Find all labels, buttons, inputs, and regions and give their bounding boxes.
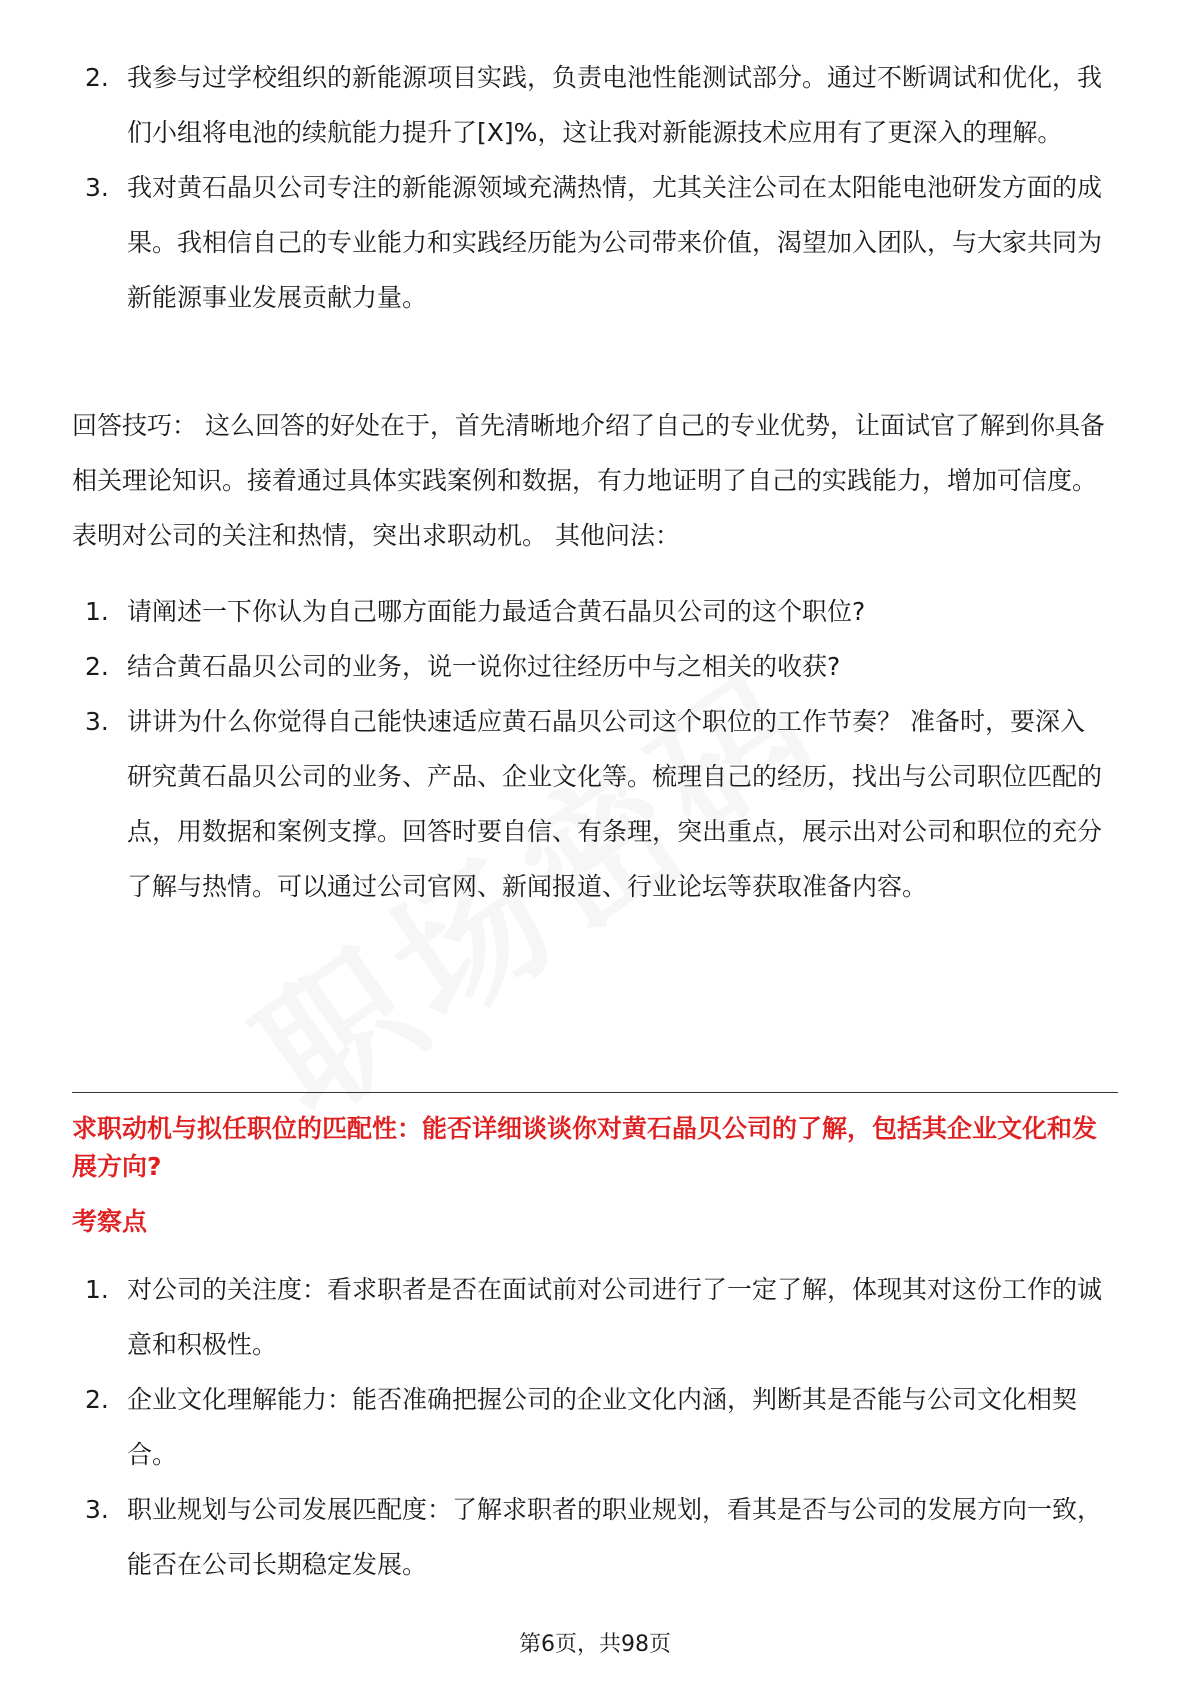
list-number: 3.: [85, 173, 109, 202]
list-text: 企业文化理解能力：能否准确把握公司的企业文化内涵，判断其是否能与公司文化相契合。: [127, 1385, 1078, 1469]
answer-tips-paragraph: 回答技巧： 这么回答的好处在于，首先清晰地介绍了自己的专业优势，让面试官了解到你具备相关理论知识。接着通过具体实践案例和数据，有力地证明了自己的实践能力，增加可信度。表明对公司的关注和热情，突出求职动机。 其他问法：: [72, 411, 1105, 550]
assessment-points-list: [0, 1262, 1190, 1592]
list-item: [0, 1372, 1190, 1482]
list-item: [0, 584, 1190, 639]
assessment-heading: 考察点: [72, 1207, 148, 1236]
list-number: 3.: [85, 707, 109, 736]
list-item: [0, 1262, 1190, 1372]
list-text: 对公司的关注度：看求职者是否在面试前对公司进行了一定了解，体现其对这份工作的诚意和积极性。: [127, 1275, 1103, 1359]
list-number: 1.: [85, 597, 109, 626]
list-item: [0, 1482, 1190, 1592]
other-questions-list: [0, 584, 1190, 914]
list-text: 我参与过学校组织的新能源项目实践，负责电池性能测试部分。通过不断调试和优化，我们小组将电池的续航能力提升了[X]%，这让我对新能源技术应用有了更深入的理解。: [127, 63, 1103, 147]
list-text: 职业规划与公司发展匹配度：了解求职者的职业规划，看其是否与公司的发展方向一致，能否在公司长期稳定发展。: [127, 1495, 1103, 1579]
list-text: 我对黄石晶贝公司专注的新能源领域充满热情，尤其关注公司在太阳能电池研发方面的成果。我相信自己的专业能力和实践经历能为公司带来价值，渴望加入团队，与大家共同为新能源事业发展贡献力量。: [127, 173, 1103, 312]
list-number: 2.: [85, 63, 109, 92]
question-heading: 求职动机与拟任职位的匹配性：能否详细谈谈你对黄石晶贝公司的了解，包括其企业文化和发展方向?: [72, 1114, 1098, 1181]
list-item: [0, 694, 1190, 914]
list-text: 请阐述一下你认为自己哪方面能力最适合黄石晶贝公司的这个职位?: [127, 597, 866, 626]
list-number: 2.: [85, 652, 109, 681]
list-number: 3.: [85, 1495, 109, 1524]
list-text: 讲讲为什么你觉得自己能快速适应黄石晶贝公司这个职位的工作节奏？ 准备时，要深入研究黄石晶贝公司的业务、产品、企业文化等。梳理自己的经历，找出与公司职位匹配的点，用数据和案例支撑。回答时要自信、有条理，突出重点，展示出对公司和职位的充分了解与热情。可以通过公司官网、新闻报道、行业论坛等获取准备内容。: [127, 707, 1103, 901]
list-number: 2.: [85, 1385, 109, 1414]
list-item: [0, 639, 1190, 694]
answer-points-list: [0, 50, 1190, 325]
list-number: 1.: [85, 1275, 109, 1304]
list-item: [0, 50, 1190, 160]
page-footer: 第6页，共98页: [519, 1632, 671, 1657]
list-item: [0, 160, 1190, 325]
list-text: 结合黄石晶贝公司的业务，说一说你过往经历中与之相关的收获?: [127, 652, 841, 681]
section-divider: [72, 1092, 1118, 1093]
